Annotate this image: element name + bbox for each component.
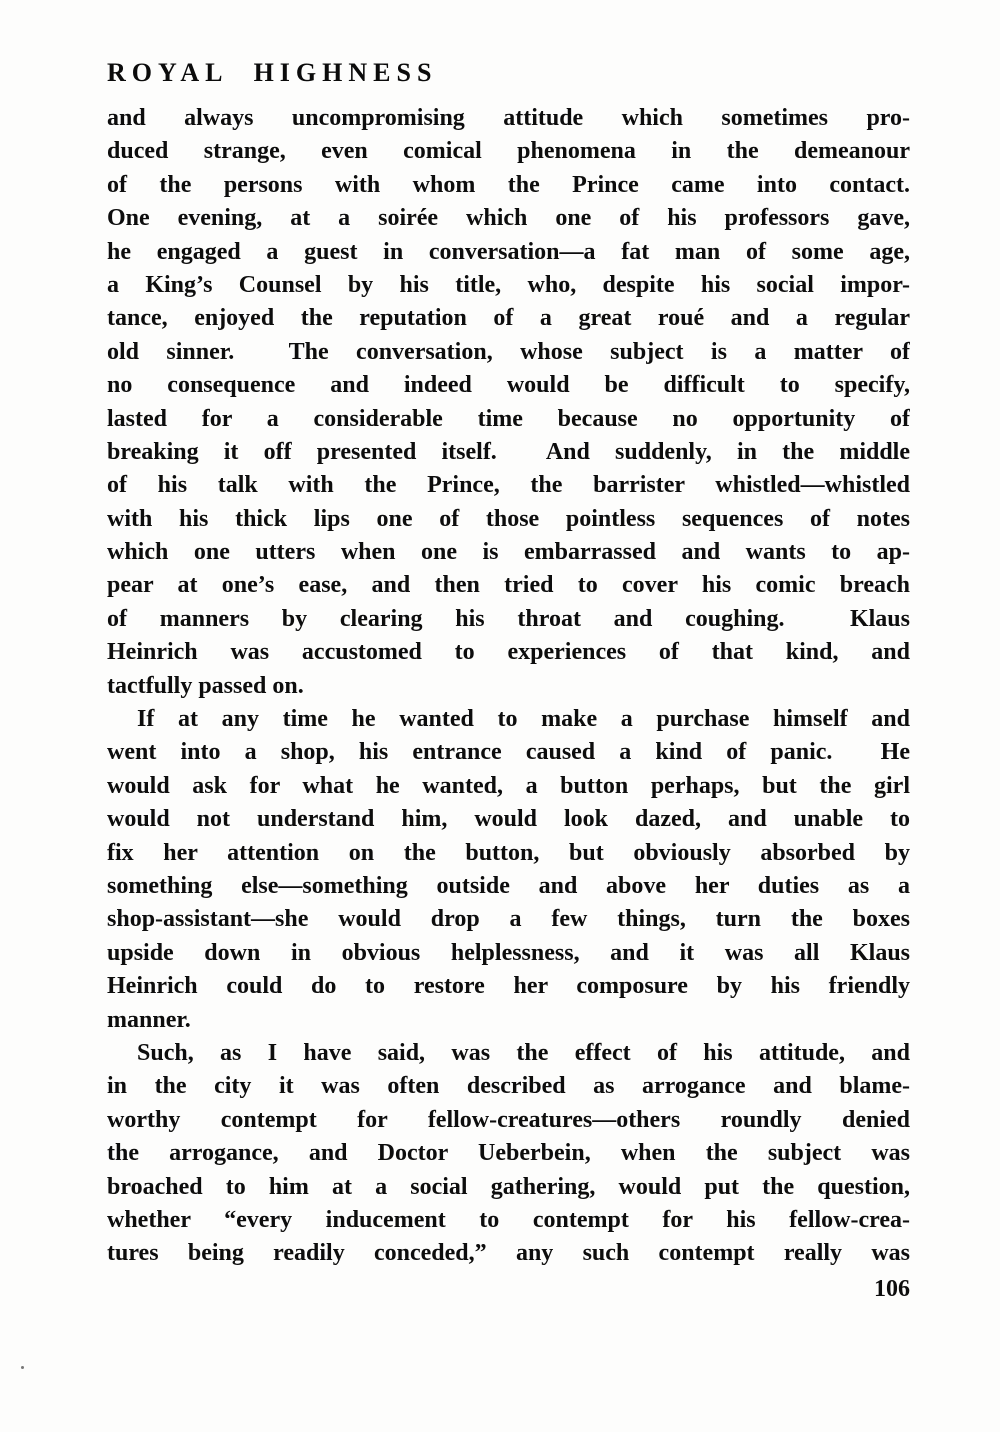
text-line: and always uncompromising attitude which sometimes pro-: [107, 105, 910, 131]
text-line: of manners by clearing his throat and coughing. Klaus: [107, 605, 910, 632]
text-line: he engaged a guest in conversation—a fat man of some age,: [107, 238, 910, 265]
text-line: tures being readily conceded,” any such contempt really was: [107, 1240, 910, 1267]
text-line: shop-assistant—she would drop a few things, turn the boxes: [107, 906, 910, 933]
text-line: in the city it was often described as arrogance and blame-: [107, 1073, 910, 1100]
text-line: worthy contempt for fellow-creatures—others roundly denied: [107, 1106, 910, 1133]
text-line: One evening, at a soirée which one of his professors gave,: [107, 205, 910, 232]
text-line: broached to him at a social gathering, would put the question,: [107, 1173, 910, 1200]
text-block: [107, 102, 910, 1271]
text-line: which one utters when one is embarrassed and wants to ap-: [107, 539, 910, 566]
text-line: with his thick lips one of those pointless sequences of notes: [107, 505, 910, 532]
text-line: tance, enjoyed the reputation of a great roué and a regular: [107, 305, 910, 332]
running-head: ROYAL HIGHNESS: [107, 58, 438, 87]
text-line: manner.: [107, 1006, 191, 1033]
text-line: a King’s Counsel by his title, who, despite his social impor-: [107, 271, 910, 298]
text-line: lasted for a considerable time because no opportunity of: [107, 405, 910, 432]
text-line: would not understand him, would look dazed, and unable to: [107, 806, 910, 833]
text-line: of his talk with the Prince, the barrister whistled—whistled: [107, 472, 910, 499]
text-line: whether “every inducement to contempt for his fellow-crea-: [107, 1206, 910, 1233]
text-line: Such, as I have said, was the effect of his attitude, and: [137, 1039, 910, 1066]
text-line: pear at one’s ease, and then tried to cover his comic breach: [107, 572, 910, 599]
text-line: old sinner. The conversation, whose subject is a matter of: [107, 338, 910, 365]
text-line: something else—something outside and above her duties as a: [107, 872, 910, 899]
text-line: If at any time he wanted to make a purchase himself and: [137, 706, 910, 733]
text-line: Heinrich was accustomed to experiences of that kind, and: [107, 639, 910, 666]
text-line: fix her attention on the button, but obviously absorbed by: [107, 839, 910, 866]
text-line: the arrogance, and Doctor Ueberbein, when the subject was: [107, 1140, 910, 1167]
text-line: upside down in obvious helplessness, and it was all Klaus: [107, 939, 910, 966]
page-number: 106: [874, 1275, 910, 1302]
text-line: no consequence and indeed would be difficult to specify,: [107, 372, 910, 399]
text-line: Heinrich could do to restore her composure by his friendly: [107, 973, 910, 1000]
scan-speck: [21, 1366, 24, 1369]
text-line: breaking it off presented itself. And suddenly, in the middle: [107, 438, 910, 465]
text-line: tactfully passed on.: [107, 672, 304, 699]
text-line: of the persons with whom the Prince came into contact.: [107, 171, 910, 198]
text-line: duced strange, even comical phenomena in the demeanour: [107, 138, 910, 165]
text-line: would ask for what he wanted, a button perhaps, but the girl: [107, 772, 910, 799]
text-line: went into a shop, his entrance caused a kind of panic. He: [107, 739, 910, 766]
book-page: [107, 58, 910, 1306]
